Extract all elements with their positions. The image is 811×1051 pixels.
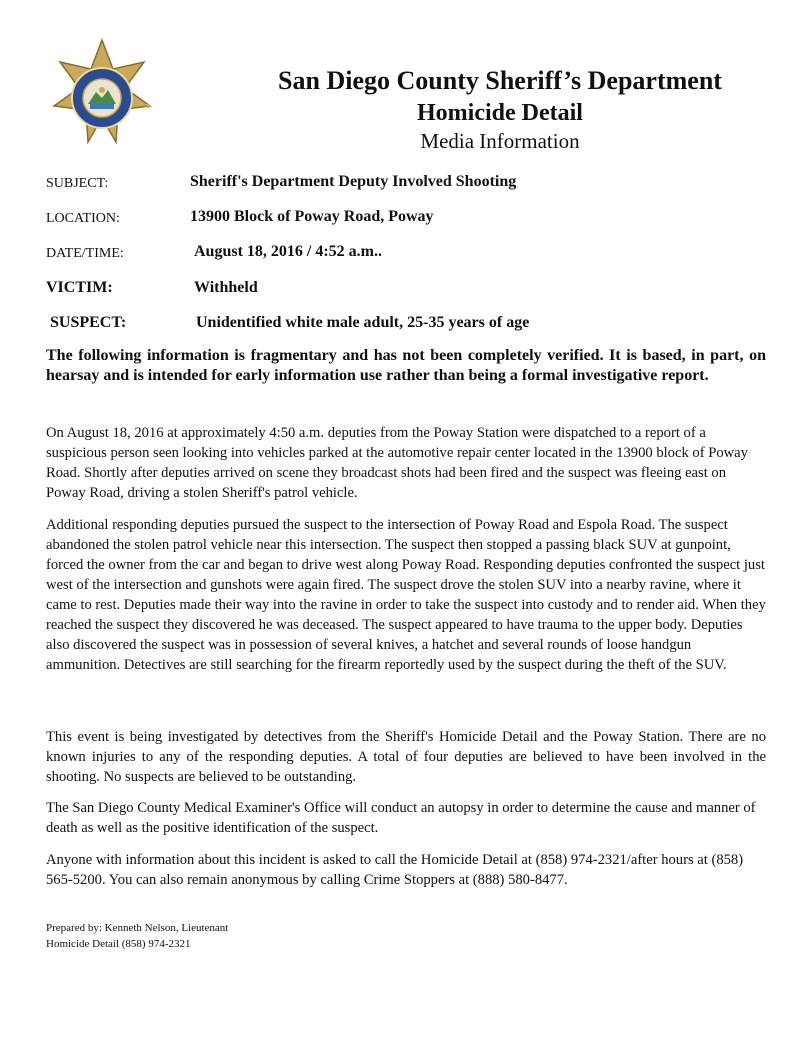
location-value: 13900 Block of Poway Road, Poway	[190, 208, 434, 225]
subject-label: SUBJECT:	[46, 176, 109, 191]
paragraph-contact: Anyone with information about this incident is asked to call the Homicide Detail at (858) 974-2321/after hours at (858) 565-5200. You can also remain anonymous by calling Crime Stoppers at (888) 580-8477.	[46, 852, 744, 888]
paragraph-pursuit: Additional responding deputies pursued the suspect to the intersection of Poway Road and Espola Road. The suspect abandoned the stolen patrol vehicle near this intersection. The suspect then stopped a passing black SUV at gunpoint, forced the owner from the car and began to drive west along Poway Road. Responding deputies confronted the suspect just west of the intersection and gunshots were again fired. The suspect drove the stolen SUV into a nearby ravine, where it came to rest. Deputies made their way into the ravine in order to take the suspect into custody and to render aid. When they reached the suspect they discovered he was deceased. The suspect appeared to have trauma to the upper body. Deputies also discovered the suspect was in possession of several knives, a hatchet and several rounds of loose handgun ammunition. Detectives are still searching for the firearm reportedly used by the suspect during the theft of the SUV.	[46, 517, 766, 673]
paragraph-investigation: This event is being investigated by detectives from the Sheriff's Homicide Detail and the Poway Station. There are no known injuries to any of the responding deputies. A total of four deputies are believed to have been involved in the shooting. No suspects are believed to be outstanding.	[46, 729, 766, 785]
department-title: San Diego County Sheriff’s Department	[278, 66, 722, 95]
subject-row	[0, 173, 811, 195]
unit-title: Homicide Detail	[417, 100, 583, 126]
datetime-value: August 18, 2016 / 4:52 a.m..	[194, 243, 383, 260]
datetime-row	[0, 243, 811, 265]
location-label: LOCATION:	[46, 211, 120, 226]
prepared-by: Prepared by: Kenneth Nelson, Lieutenant	[46, 922, 229, 934]
suspect-label: SUSPECT:	[50, 314, 127, 331]
doc-type-title: Media Information	[420, 129, 580, 153]
sheriff-star-badge-icon	[46, 38, 158, 150]
suspect-row	[0, 314, 811, 336]
suspect-value: Unidentified white male adult, 25-35 years of age	[196, 314, 530, 331]
victim-value: Withheld	[194, 279, 258, 296]
paragraph-medical-examiner: The San Diego County Medical Examiner's Office will conduct an autopsy in order to determine the cause and manner of death as well as the positive identification of the suspect.	[46, 800, 756, 836]
victim-row	[0, 279, 811, 301]
datetime-label: DATE/TIME:	[46, 246, 124, 261]
contact-line: Homicide Detail (858) 974-2321	[46, 938, 191, 950]
location-row	[0, 208, 811, 230]
subject-value: Sheriff's Department Deputy Involved Shooting	[190, 173, 517, 190]
victim-label: VICTIM:	[46, 279, 113, 296]
disclaimer: The following information is fragmentary and has not been completely verified. It is based, in part, on hearsay and is intended for early information use rather than being a formal investigative report.	[46, 347, 766, 384]
paragraph-incident: On August 18, 2016 at approximately 4:50 a.m. deputies from the Poway Station were dispatched to a report of a suspicious person seen looking into vehicles parked at the automotive repair center located in the 13900 block of Poway Road. Shortly after deputies arrived on scene they broadcast shots had been fired and the suspect was fleeing east on Poway Road, driving a stolen Sheriff's patrol vehicle.	[46, 425, 748, 501]
